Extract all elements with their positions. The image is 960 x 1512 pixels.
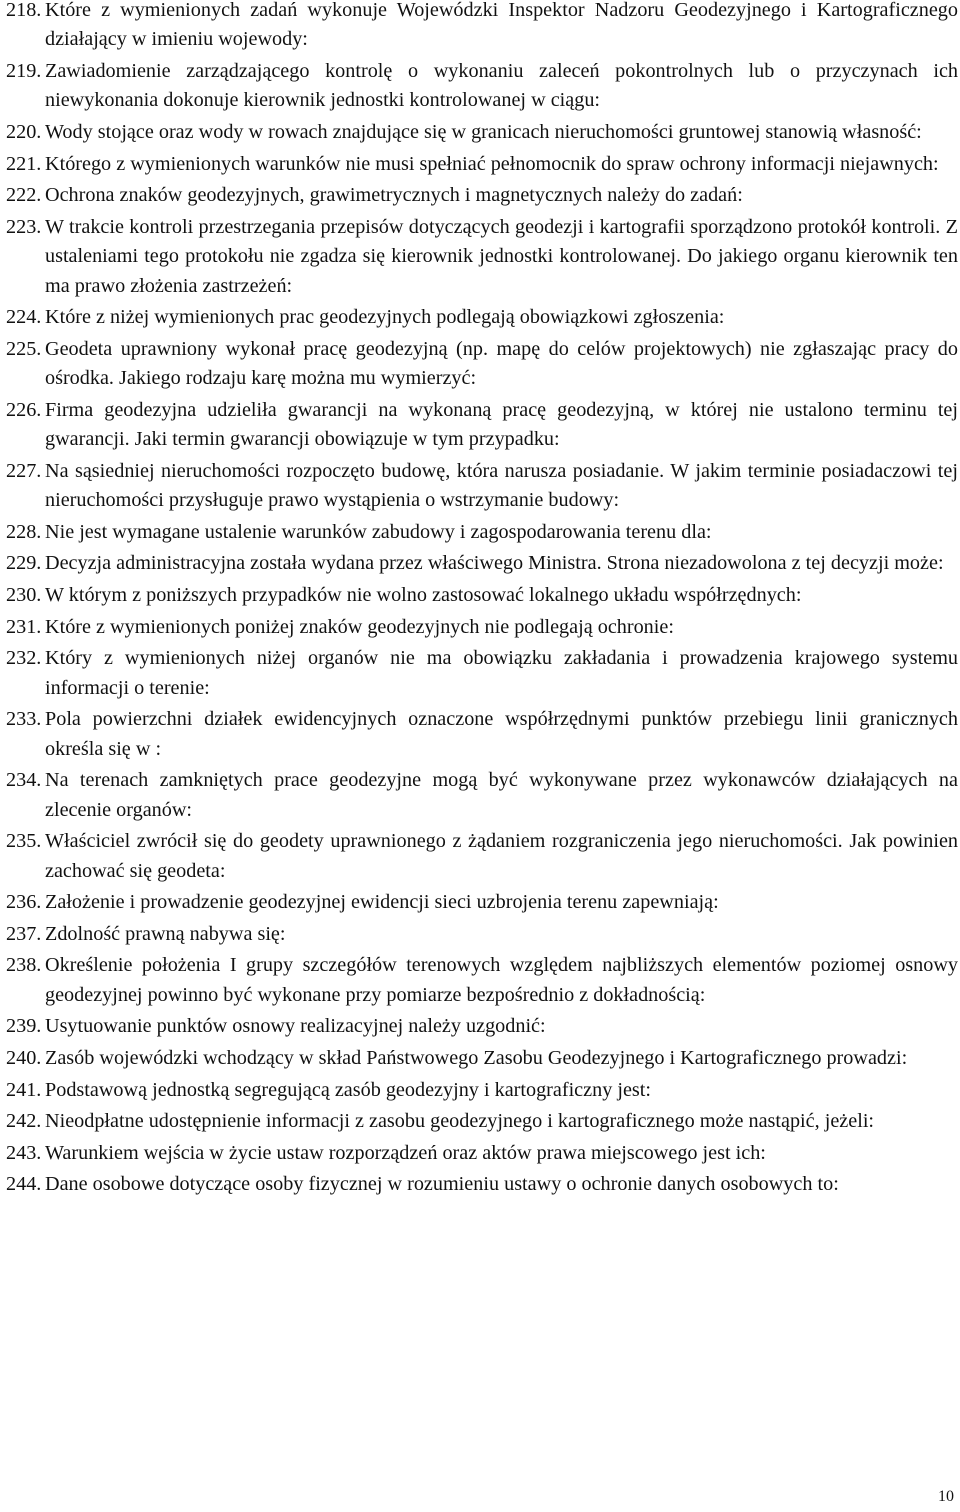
question-item [6,827,958,886]
question-number: 232. [6,647,42,670]
question-text: Pola powierzchni działek ewidencyjnych oznaczone współrzędnymi punktów przebiegu linii granicznych określa się w : [45,708,958,760]
question-number: 230. [6,583,42,606]
question-number: 224. [6,306,42,329]
question-number: 226. [6,398,42,421]
question-text: Na terenach zamkniętych prace geodezyjne mogą być wykonywane przez wykonawców działających na zlecenie organów: [45,769,958,821]
question-number: 219. [6,60,42,82]
question-text: Zawiadomienie zarządzającego kontrolę o wykonaniu zaleceń pokontrolnych lub o przyczynach ich niewykonania dokonuje kierownik jednostki kontrolowanej w ciągu: [45,60,958,112]
question-item [6,888,958,917]
question-number: 221. [6,152,42,175]
question-number: 241. [6,1078,42,1101]
question-number: 235. [6,830,42,853]
question-text: Założenie i prowadzenie geodezyjnej ewidencji sieci uzbrojenia terenu zapewniają: [45,891,719,914]
question-item [6,1044,958,1073]
question-number: 229. [6,552,42,575]
question-item [6,518,958,547]
question-text: Ochrona znaków geodezyjnych, grawimetrycznych i magnetycznych należy do zadań: [45,184,743,207]
question-number: 227. [6,459,42,482]
question-item [6,1012,958,1041]
question-number: 239. [6,1015,42,1038]
question-text: Które z wymienionych zadań wykonuje Wojewódzki Inspektor Nadzoru Geodezyjnego i Kartograficznego działający w imieniu wojewody: [45,0,958,51]
question-text: Geodeta uprawniony wykonał pracę geodezyjną (np. mapę do celów projektowych) nie zgłaszając pracy do ośrodka. Jakiego rodzaju karę można mu wymierzyć: [45,337,958,390]
question-item [6,1139,958,1168]
question-text: Warunkiem wejścia w życie ustaw rozporządzeń oraz aktów prawa miejscowego jest ich: [45,1141,766,1164]
question-text: Które z wymienionych poniżej znaków geodezyjnych nie podlegają ochronie: [45,615,674,638]
question-item [6,303,958,332]
question-text: Dane osobowe dotyczące osoby fizycznej w rozumieniu ustawy o ochronie danych osobowych to: [45,1173,839,1196]
question-item [6,581,958,610]
question-number: 234. [6,769,42,792]
question-text: Usytuowanie punktów osnowy realizacyjnej należy uzgodnić: [45,1015,546,1038]
question-item [6,613,958,642]
question-number: 223. [6,215,42,238]
question-item [6,1107,958,1136]
question-item [6,0,958,55]
question-item [6,1170,958,1199]
question-number: 236. [6,891,42,914]
question-number: 225. [6,337,42,360]
question-item [6,705,958,764]
question-item [6,1076,958,1105]
question-text: Nie jest wymagane ustalenie warunków zabudowy i zagospodarowania terenu dla: [45,520,712,543]
question-text: Firma geodezyjna udzieliła gwarancji na wykonaną pracę geodezyjną, w której nie ustalono terminu tej gwarancji. Jaki termin gwarancji obowiązuje w tym przypadku: [45,398,958,451]
question-text: W trakcie kontroli przestrzegania przepisów dotyczących geodezji i kartografii sporządzono protokół kontroli. Z ustaleniami tego protokołu nie zgadza się kierownik jednostki kontrolowanej. Do jakiego organu kierownik ten ma prawo złożenia zastrzeżeń: [45,215,958,297]
question-item [6,213,958,301]
question-text: Decyzja administracyjna została wydana przez właściwego Ministra. Strona niezadowolona z tej decyzji może: [45,552,944,575]
question-text: Wody stojące oraz wody w rowach znajdujące się w granicach nieruchomości gruntowej stanowią własność: [45,121,922,143]
question-text: Podstawową jednostką segregującą zasób geodezyjny i kartograficzny jest: [45,1078,651,1101]
question-text: W którym z poniższych przypadków nie wolno zastosować lokalnego układu współrzędnych: [45,583,802,606]
question-number: 222. [6,184,42,207]
question-text: Które z niżej wymienionych prac geodezyjnych podlegają obowiązkowi zgłoszenia: [45,306,725,329]
question-text: Określenie położenia I grupy szczegółów terenowych względem najbliższych elementów poziomej osnowy geodezyjnej powinno być wykonane przy pomiarze bezpośrednio z dokładnością: [45,954,958,1006]
question-item [6,644,958,703]
question-text: Zasób wojewódzki wchodzący w skład Państwowego Zasobu Geodezyjnego i Kartograficznego prowadzi: [45,1046,908,1069]
question-text: Na sąsiedniej nieruchomości rozpoczęto budowę, która narusza posiadanie. W jakim terminie posiadaczowi tej nieruchomości przysługuje prawo wystąpienia o wstrzymanie budowy: [45,459,958,512]
question-number: 218. [6,0,42,21]
question-number: 238. [6,954,42,977]
question-text: Który z wymienionych niżej organów nie ma obowiązku zakładania i prowadzenia krajowego systemu informacji o terenie: [45,647,958,699]
question-item [6,181,958,210]
question-item [6,766,958,825]
question-item [6,549,958,578]
question-item [6,396,958,455]
question-number: 231. [6,615,42,638]
question-number: 243. [6,1141,42,1164]
question-item [6,335,958,394]
question-text: Zdolność prawną nabywa się: [45,922,286,945]
question-item [6,920,958,949]
page-number: 10 [938,1488,954,1505]
question-item [6,951,958,1010]
question-number: 220. [6,121,42,143]
question-number: 237. [6,922,42,945]
question-number: 233. [6,708,42,731]
question-number: 242. [6,1110,42,1133]
question-number: 228. [6,520,42,543]
question-text: Właściciel zwrócił się do geodety uprawnionego z żądaniem rozgraniczenia jego nieruchomości. Jak powinien zachować się geodeta: [45,830,958,882]
question-list [6,0,958,1202]
question-item [6,150,958,179]
question-number: 240. [6,1046,42,1069]
question-item [6,457,958,516]
question-text: Nieodpłatne udostępnienie informacji z zasobu geodezyjnego i kartograficznego może nastąpić, jeżeli: [45,1110,875,1133]
question-text: Którego z wymienionych warunków nie musi spełniać pełnomocnik do spraw ochrony informacji niejawnych: [45,152,939,175]
question-item [6,118,958,147]
question-number: 244. [6,1173,42,1196]
question-item [6,57,958,116]
